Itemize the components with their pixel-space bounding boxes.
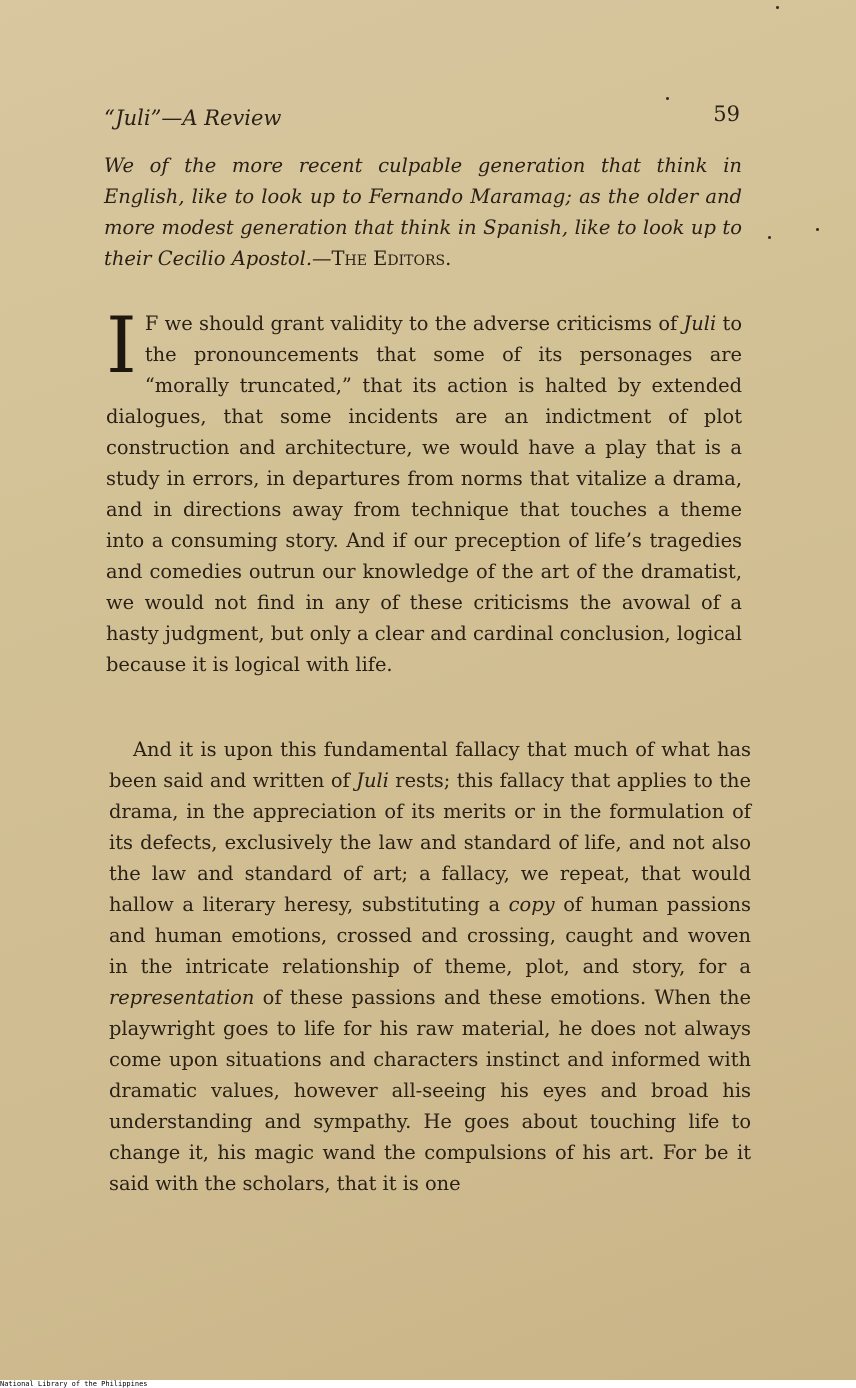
dust-speck	[768, 236, 771, 239]
dust-speck	[816, 228, 819, 231]
dust-speck	[776, 6, 779, 9]
page-header	[104, 102, 740, 138]
paragraph-1-italic-juli: Juli	[683, 312, 717, 335]
paragraph-1	[106, 301, 743, 680]
editors-note-text: We of the more recent culpable generation that think in English, like to look up to Fernando Maramag; as the older and more modest generation that think in Spanish, like to look up to their Cecilio Apostol.—	[104, 154, 742, 270]
paragraph-2-italic-representation: representation	[109, 986, 255, 1009]
drop-cap: I	[106, 301, 137, 391]
paragraph-2-text-c: of human passions and human emotions, crossed and crossing, caught and woven in the intricate relationship of theme, plot, and story, for a	[109, 893, 751, 978]
footer-label: National Library of the Philippines	[0, 1380, 148, 1388]
paragraph-2-text-b: rests; this fallacy that applies to the drama, in the appreciation of its merits or in the formulation of its defects, exclusively the law and standard of life, and not also the law and standard of art; a fallacy, we repeat, that would hallow a literary heresy, substituting a	[109, 769, 751, 916]
page-number: 59	[713, 102, 740, 126]
paragraph-2-text-d: of these passions and these emotions. When the playwright goes to life for his raw material, he does not always come upon situations and characters instinct and informed with dramatic values, however all-seeing his eyes and broad his understanding and sympathy. He goes about touching life to change it, his magic wand the compulsions of his art. For be it said with the scholars, that it is one	[109, 986, 751, 1195]
paragraph-2	[109, 734, 751, 1199]
paragraph-2-italic-copy: copy	[508, 893, 555, 916]
dust-speck	[666, 97, 669, 100]
paragraph-2-text-a: And it is upon this fundamental fallacy that much of what has been said and written of	[109, 738, 751, 792]
running-title: “Juli”—A Review	[104, 106, 282, 130]
paragraph-1-text-a: F we should grant validity to the adverse criticisms of	[144, 312, 684, 335]
editors-signature: The Editors.	[331, 247, 452, 270]
paragraph-1-text-b: to the pronouncements that some of its personages are “morally truncated,” that its action is halted by extended dialogues, that some incidents are an indictment of plot construction and architecture, we would have a play that is a study in errors, in departures from norms that vitalize a drama, and in directions away from technique that touches a theme into a consuming story. And if our preception of life’s tragedies and comedies outrun our knowledge of the art of the dramatist, we would not find in any of these criticisms the avowal of a hasty judgment, but only a clear and cardinal conclusion, logical because it is logical with life.	[106, 312, 743, 676]
paragraph-2-italic-juli: Juli	[356, 769, 389, 792]
editors-note	[104, 150, 742, 274]
